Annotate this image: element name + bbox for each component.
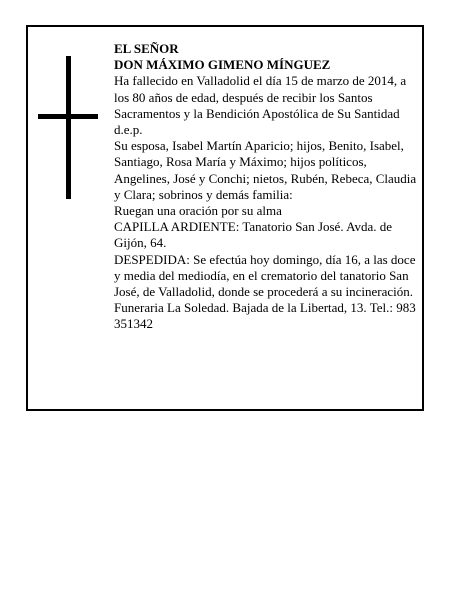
cross-icon bbox=[38, 56, 98, 199]
cross-vertical-bar bbox=[66, 56, 71, 199]
prayer-request: Ruegan una oración por su alma bbox=[114, 203, 282, 219]
farewell-info: DESPEDIDA: Se efectúa hoy domingo, día 16, a las doce y media del mediodía, en el crematorio del tanatorio San José, de Valladolid, donde se procederá a su incineración. bbox=[114, 251, 416, 300]
obituary-notice bbox=[26, 25, 424, 411]
funeral-home-info: Funeraria La Soledad. Bajada de la Libertad, 13. Tel.: 983 351342 bbox=[114, 300, 416, 332]
deceased-name: DON MÁXIMO GIMENO MÍNGUEZ bbox=[114, 57, 331, 73]
title-line-1: EL SEÑOR bbox=[114, 41, 179, 56]
death-announcement: Ha fallecido en Valladolid el día 15 de marzo de 2014, a los 80 años de edad, después de recibir los Santos Sacramentos y la Bendición Apostólica de Su Santidad d.e.p. bbox=[114, 73, 407, 138]
family-list: Su esposa, Isabel Martín Aparicio; hijos, Benito, Isabel, Santiago, Rosa María y Máximo; hijos políticos, Angelines, José y Conchi; nietos, Rubén, Rebeca, Claudia y Clara; sobrinos y demás familia: bbox=[114, 138, 417, 202]
cross-horizontal-bar bbox=[38, 114, 98, 119]
obituary-text bbox=[114, 41, 420, 333]
chapel-info: CAPILLA ARDIENTE: Tanatorio San José. Avda. de Gijón, 64. bbox=[114, 219, 393, 251]
